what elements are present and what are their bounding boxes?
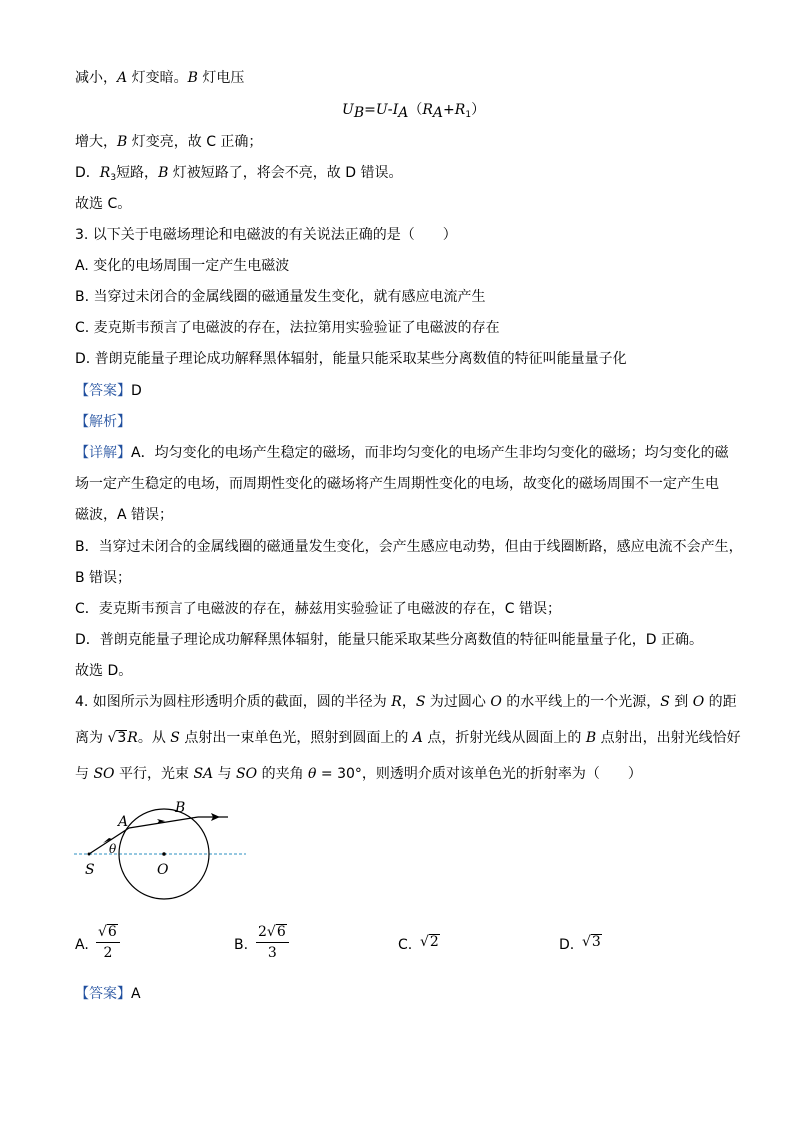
var: SO	[236, 766, 258, 782]
sqrt-radicand: 3	[591, 934, 601, 950]
sqrt-sign: √	[266, 924, 276, 940]
subscript: B	[353, 105, 365, 121]
text-line	[75, 132, 262, 152]
question-stem: 3. 以下关于电磁场理论和电磁波的有关说法正确的是（ ）	[75, 227, 457, 243]
option-b-fraction	[256, 924, 289, 961]
option-a-fraction	[96, 924, 120, 961]
op: +	[443, 102, 455, 118]
fraction-numerator	[256, 924, 289, 943]
analysis-tag: 【解析】	[75, 414, 131, 430]
option-b-label: B.	[234, 937, 249, 953]
text: 点，折射光线从圆面上的	[422, 730, 586, 746]
var: U	[342, 102, 354, 118]
text: 4. 如图所示为圆柱形透明介质的截面，圆的半径为	[75, 694, 392, 710]
text: 点射出，出射光线恰好	[596, 730, 741, 746]
coefficient: 2	[258, 924, 267, 940]
sqrt-sign: √	[107, 730, 117, 746]
answer-value: D	[131, 383, 142, 399]
var: R	[454, 102, 466, 118]
var: A	[412, 730, 423, 746]
formula	[342, 100, 485, 125]
text: 离为	[75, 730, 108, 746]
option-b: B. 当穿过未闭合的金属线圈的磁通量发生变化，就有感应电流产生	[75, 289, 486, 305]
text-line: 故选 C。	[75, 196, 132, 212]
text: 减小，	[75, 70, 117, 86]
label-theta: θ	[109, 842, 117, 856]
var: SA	[193, 766, 214, 782]
label-b: B	[175, 800, 186, 816]
label-s: S	[85, 862, 95, 878]
point-s	[88, 853, 91, 856]
text-line	[75, 68, 244, 88]
sqrt-sign: √	[420, 934, 429, 950]
text-line: 故选 D。	[75, 663, 133, 679]
var: B	[117, 134, 128, 150]
text-line: 磁波，A 错误；	[75, 507, 174, 523]
text-line: D．普朗克能量子理论成功解释黑体辐射，能量只能采取某些分离数值的特征叫能量量子化，D 正确。	[75, 632, 704, 648]
text: 与	[75, 766, 94, 782]
text-line: B 错误；	[75, 570, 132, 586]
text: 为过圆心	[425, 694, 491, 710]
text: ，	[401, 694, 416, 710]
text-line: C．麦克斯韦预言了电磁波的存在，赫兹用实验验证了电磁波的存在，C 错误；	[75, 601, 561, 617]
text: 短路，	[116, 165, 159, 181]
var: U	[375, 102, 388, 118]
text: 平行，光束	[114, 766, 194, 782]
var: O	[490, 694, 502, 710]
sqrt-radicand: 3	[117, 730, 127, 746]
point-o	[162, 852, 166, 856]
option-c-label: C.	[398, 937, 413, 953]
subscript: A	[432, 105, 444, 121]
var: R	[391, 694, 402, 710]
sqrt-sign: √	[582, 934, 591, 950]
text: = 30°，则透明介质对该单色光的折射率为（ ）	[316, 766, 642, 782]
var: θ	[308, 766, 317, 782]
text: 灯变暗。	[127, 70, 188, 86]
option-a-label: A.	[75, 937, 89, 953]
var: R	[422, 102, 433, 118]
option-d: D. 普朗克能量子理论成功解释黑体辐射，能量只能采取某些分离数值的特征叫能量量子化	[75, 351, 627, 367]
op: =	[364, 102, 376, 118]
var: B	[158, 165, 169, 181]
text: 灯电压	[197, 70, 245, 86]
text: D．	[75, 165, 100, 181]
var: S	[170, 730, 180, 746]
question-stem-line	[75, 764, 642, 784]
text: 灯被短路了，将会不亮，故 D 错误。	[168, 165, 403, 181]
option-c: C. 麦克斯韦预言了电磁波的存在，法拉第用实验验证了电磁波的存在	[75, 320, 500, 336]
option-c-value	[420, 934, 440, 950]
answer-line	[75, 381, 142, 401]
paren: ）	[471, 102, 486, 118]
text: 灯变亮，故 C 正确；	[127, 134, 263, 150]
text: 增大，	[75, 134, 117, 150]
var: R	[99, 165, 111, 181]
subscript: A	[398, 105, 409, 121]
subscript: 3	[110, 173, 117, 183]
sqrt-radicand: 2	[429, 934, 439, 950]
fraction-denominator: 3	[267, 945, 277, 961]
analysis-line	[75, 412, 131, 432]
ray-ab	[129, 817, 198, 828]
text: 与	[213, 766, 237, 782]
text: A．均匀变化的电场产生稳定的磁场，而非均匀变化的电场产生非均匀变化的磁场；均匀变化的磁	[131, 445, 729, 461]
var: B	[187, 70, 198, 86]
op: -	[387, 102, 393, 118]
var: SO	[93, 766, 115, 782]
text: 的夹角	[257, 766, 309, 782]
detail-tag: 【详解】	[75, 445, 131, 461]
answer-tag: 【答案】	[75, 986, 131, 1002]
subscript: 1	[465, 110, 472, 120]
fraction-numerator	[96, 924, 120, 943]
sqrt-radicand: 6	[107, 924, 117, 940]
var: S	[415, 694, 426, 710]
text-line: B．当穿过未闭合的金属线圈的磁通量发生变化，会产生感应电动势，但由于线圈断路，感应电流不会产生，	[75, 539, 743, 555]
label-o: O	[157, 862, 169, 878]
option-d-label: D.	[559, 937, 575, 953]
var: S	[660, 694, 670, 710]
var: O	[692, 694, 705, 710]
sqrt-radicand: 6	[276, 924, 286, 940]
answer-line	[75, 984, 141, 1004]
var: B	[585, 730, 597, 746]
var: I	[392, 102, 399, 118]
text: 的水平线上的一个光源，	[501, 694, 661, 710]
label-a: A	[118, 814, 129, 830]
var: R	[127, 730, 138, 746]
text: 。从	[137, 730, 171, 746]
option-d-value	[582, 934, 602, 950]
text-line	[75, 163, 403, 188]
var: A	[117, 70, 128, 86]
optics-figure	[70, 795, 260, 905]
text: 的距	[704, 694, 737, 710]
text: 点射出一束单色光，照射到圆面上的	[179, 730, 413, 746]
option-a: A. 变化的电场周围一定产生电磁波	[75, 258, 290, 274]
answer-tag: 【答案】	[75, 383, 131, 399]
text: 到	[669, 694, 693, 710]
question-stem-line	[75, 692, 737, 712]
sqrt-sign: √	[98, 924, 107, 940]
question-stem-line	[75, 728, 741, 748]
fraction-denominator: 2	[103, 945, 113, 961]
text-line: 场一定产生稳定的电场，而周期性变化的磁场将产生周期性变化的电场，故变化的磁场周围不一定产生电	[75, 476, 719, 492]
paren: （	[408, 102, 423, 118]
answer-value: A	[131, 986, 141, 1002]
detail-line	[75, 443, 729, 463]
